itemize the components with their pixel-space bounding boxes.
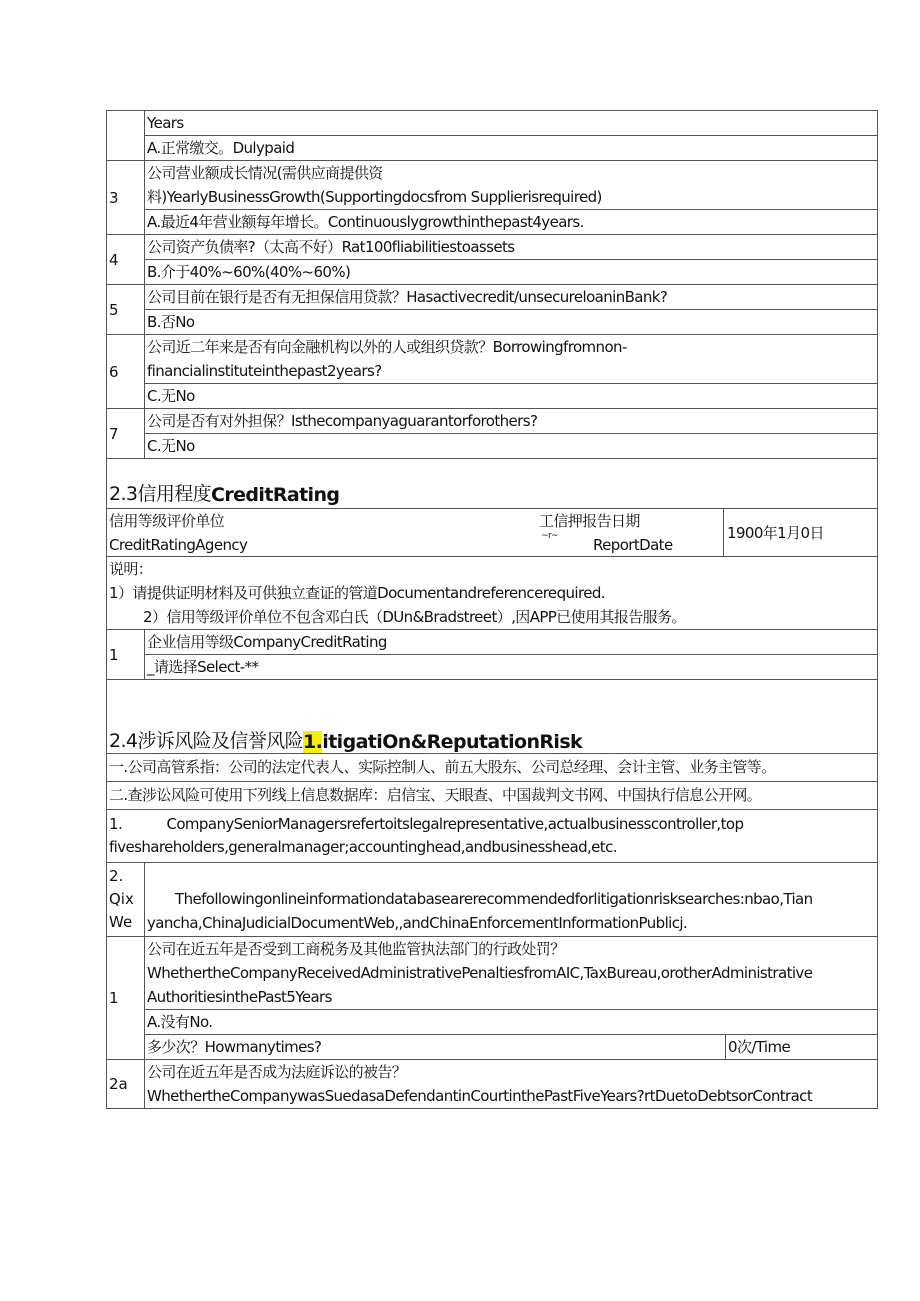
answer-text[interactable]: B.介于40%~60%(40%~60%)	[145, 259, 877, 284]
table-row	[106, 285, 878, 335]
times-value[interactable]: 0次/Time	[725, 1035, 790, 1059]
row-number	[107, 111, 145, 160]
row-number: 1	[107, 937, 145, 1059]
answer-text[interactable]: A.正常缴交。Dulypaid	[145, 135, 877, 160]
table-row	[106, 863, 878, 937]
section-title: 2.3信用程度	[109, 483, 212, 505]
times-question: 多少次？Howmanytimes?	[147, 1038, 322, 1056]
paragraph-text: fiveshareholders,generalmanager;accountinghead,andbusinesshead,etc.	[109, 838, 617, 856]
section-heading-litigation	[106, 680, 878, 754]
paragraph-text: yancha,ChinaJudicialDocumentWeb,,andChinaEnforcementInformationPublicj.	[147, 914, 688, 932]
scan-mark: ~r~	[541, 531, 558, 541]
table-row	[106, 235, 878, 285]
database-recommendation: 二.查涉讼风险可使用下列线上信息数据库：启信宝、天眼查、中国裁判文书网、中国执行信息公开网。	[109, 786, 762, 804]
paragraph-number: 2.	[109, 867, 124, 885]
agency-label-en: CreditRatingAgency	[109, 536, 248, 554]
answer-text[interactable]: B.否No	[145, 309, 877, 334]
notes-block	[106, 557, 878, 630]
section-title-highlight: 1.	[303, 731, 323, 753]
question-text: financialinstituteinthepast2years?	[147, 362, 382, 380]
table-row	[106, 630, 878, 680]
rating-agency-row	[106, 509, 878, 557]
report-date-label-en: ReportDate	[593, 536, 673, 554]
paragraph	[106, 782, 878, 810]
senior-managers-definition: 一.公司高管系指：公司的法定代表人、实际控制人、前五大股东、公司总经理、会计主管、业务主管等。	[109, 758, 776, 776]
question-text: 公司资产负债率?（太高不好）Rat100fliabilitiestoassets	[147, 238, 515, 256]
section-heading-credit-rating	[106, 459, 878, 509]
question-text: 公司是否有对外担保？Isthecompanyaguarantorforothers?	[147, 412, 538, 430]
paragraph	[106, 810, 878, 863]
section-title: 2.4涉诉风险及信誉风险	[109, 730, 304, 752]
question-text: 公司在近五年是否成为法庭诉讼的被告？	[147, 1063, 407, 1081]
question-text: Years	[147, 114, 184, 132]
section-title-bold: itigatiOn&ReputationRisk	[322, 731, 583, 753]
document-table	[106, 110, 878, 1109]
question-text: 公司目前在银行是否有无担保信用贷款？Hasactivecredit/unsecureloaninBank?	[147, 288, 668, 306]
report-date-value[interactable]: 1900年1月0日	[723, 509, 877, 556]
table-row	[106, 161, 878, 235]
answer-text[interactable]: A.最近4年营业额每年增长。Continuouslygrowthinthepast4years.	[145, 209, 877, 234]
answer-text[interactable]: C.无No	[145, 383, 877, 408]
table-row	[106, 335, 878, 409]
question-text: 料)YearlyBusinessGrowth(Supportingdocsfrom Supplierisrequired)	[147, 188, 602, 206]
question-text: WhethertheCompanyReceivedAdministrativePenaltiesfromAIC,TaxBureau,orotherAdministrative	[147, 964, 813, 982]
paragraph-number: Qix	[109, 890, 134, 908]
note-2: 2）信用等级评价单位不包含邓白氏（DUn&Bradstreet）,因APP已使用其报告服务。	[143, 608, 686, 626]
table-row	[106, 409, 878, 459]
question-text: 公司近二年来是否有向金融机构以外的人或组织贷款？Borrowingfromnon-	[147, 338, 627, 356]
table-row	[106, 1060, 878, 1109]
agency-label-cn: 信用等级评价单位	[109, 512, 225, 530]
section-title-bold: CreditRating	[211, 484, 340, 506]
row-number: 1	[107, 630, 145, 679]
answer-text[interactable]: A.没有No.	[145, 1009, 877, 1034]
question-text: 公司营业额成长情况(需供应商提供资	[147, 164, 383, 182]
row-number: 2a	[107, 1060, 145, 1108]
table-row	[106, 110, 878, 161]
notes-title: 说明：	[109, 560, 153, 578]
note-1: 1）请提供证明材料及可供独立查证的管道Documentandreferencerequired.	[109, 584, 605, 602]
paragraph-text: Thefollowingonlineinformationdatabasearerecommendedforlitigationrisksearches:nbao,Tian	[175, 890, 813, 908]
table-row	[106, 937, 878, 1060]
paragraph-text: CompanySeniorManagersrefertoitslegalrepresentative,actualbusinesscontroller,top	[166, 815, 744, 833]
paragraph	[106, 754, 878, 782]
row-number: 6	[107, 335, 145, 408]
question-text: 企业信用等级CompanyCreditRating	[147, 633, 387, 651]
answer-text[interactable]: C.无No	[145, 433, 877, 458]
paragraph-number: We	[109, 913, 133, 931]
question-text: WhethertheCompanywasSuedasaDefendantinCourtinthePastFiveYears?rtDuetoDebtsorContract	[147, 1087, 813, 1105]
row-number: 5	[107, 285, 145, 334]
paragraph-number: 1.	[109, 815, 123, 833]
report-date-label-cn: 工信押报告日期	[539, 512, 640, 530]
credit-rating-select[interactable]: _请选择Select-**	[145, 654, 877, 679]
question-text: AuthoritiesinthePast5Years	[147, 988, 332, 1006]
row-number: 3	[107, 161, 145, 234]
row-number: 4	[107, 235, 145, 284]
question-text: 公司在近五年是否受到工商税务及其他监管执法部门的行政处罚？	[147, 940, 565, 958]
row-number: 7	[107, 409, 145, 458]
